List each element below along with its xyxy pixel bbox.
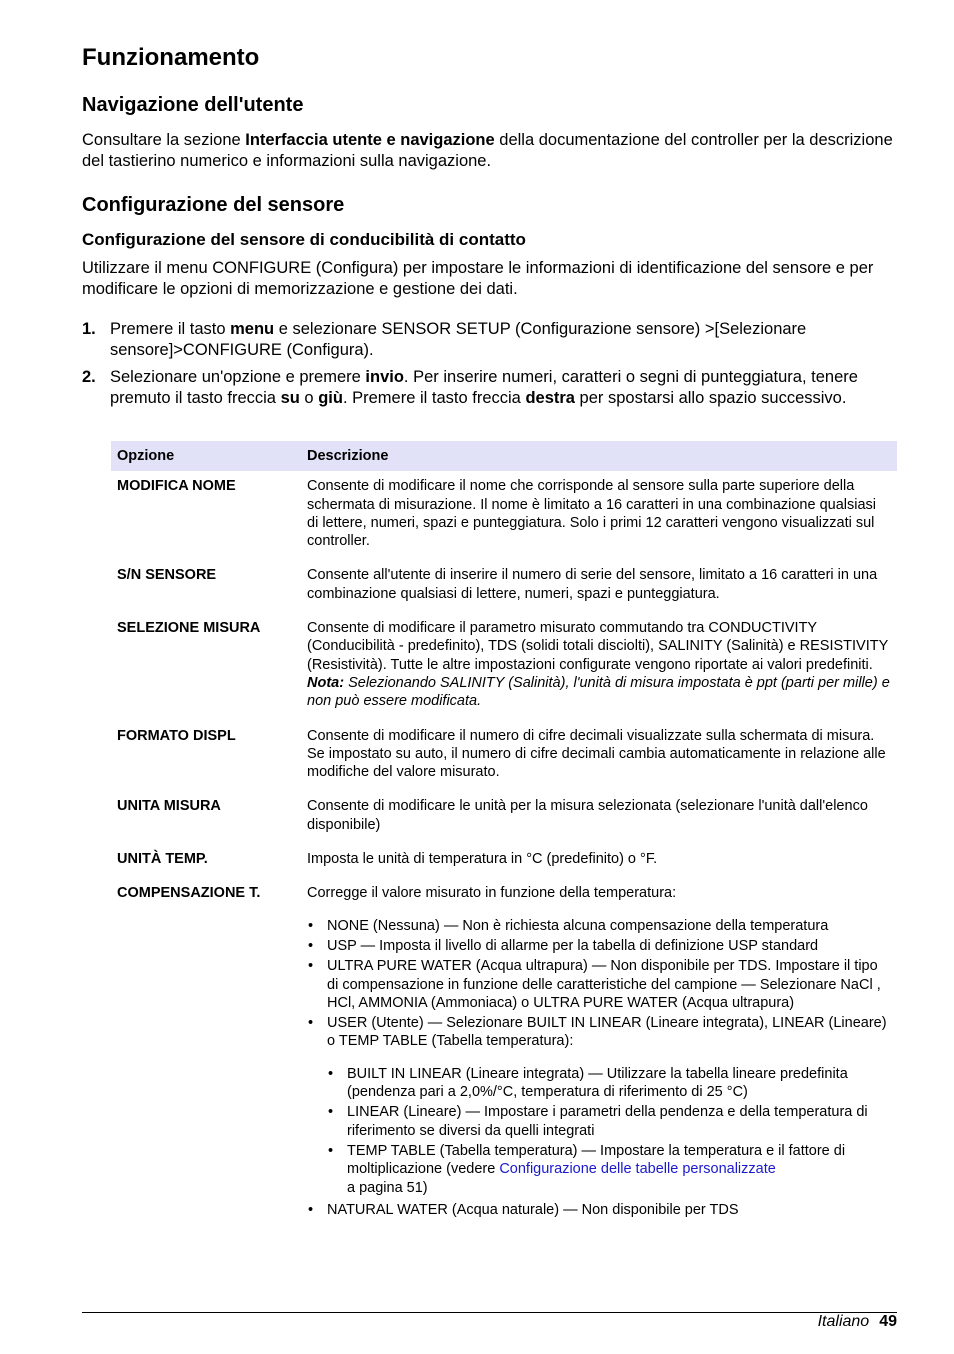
option-name: FORMATO DISPL	[117, 727, 236, 744]
step-number: 2.	[82, 368, 96, 386]
table-row	[111, 560, 897, 613]
option-description: Consente di modificare il numero di cifre decimali visualizzate sulla schermata di misura. Se impostato su auto, il numero di cifre decimali cambia automaticamente in relazione alle modifiche del valore misurato.	[307, 727, 886, 781]
table-row	[111, 844, 897, 878]
list-item: • ULTRA PURE WATER (Acqua ultrapura) — Non disponibile per TDS. Impostare il tipo di compensazione in funzione delle caratteristiche del campione — Selezionare NaCl , HCl, AMMONIA (Ammoniaca) o ULTRA PURE WATER (Acqua ultrapura)	[307, 957, 891, 1012]
options-table	[111, 441, 897, 1231]
option-description: Consente all'utente di inserire il numero di serie del sensore, limitato a 16 caratteri in una combinazione qualsiasi di lettere, numeri, spazi e punteggiatura.	[307, 567, 878, 602]
navigation-paragraph: Consultare la sezione Interfaccia utente e navigazione della documentazione del controller per la descrizione del tastierino numerico e informazioni sulla navigazione.	[82, 131, 893, 170]
option-name: MODIFICA NOME	[117, 478, 236, 495]
table-row	[111, 471, 897, 560]
list-item: • NATURAL WATER (Acqua naturale) — Non disponibile per TDS	[307, 1201, 891, 1219]
page-title: Funzionamento	[82, 44, 260, 71]
header-option: Opzione	[111, 441, 301, 471]
section-heading-sensor-config: Configurazione del sensore	[82, 194, 345, 216]
option-name: S/N SENSORE	[117, 567, 217, 584]
note: Nota: Selezionando SALINITY (Salinità), l'unità di misura impostata è ppt (parti per mille) e non può essere modificata.	[307, 674, 890, 710]
step-2: 2. Selezionare un'opzione e premere invio. Per inserire numeri, caratteri o segni di punteggiatura, tenere premuto il tasto freccia su o giù. Premere il tasto freccia destra per spostarsi allo spazio successivo.	[82, 368, 858, 407]
custom-tables-link[interactable]: Configurazione delle tabelle personalizzate	[499, 1161, 776, 1178]
step-number: 1.	[82, 320, 96, 338]
list-item: • USER (Utente) — Selezionare BUILT IN LINEAR (Lineare integrata), LINEAR (Lineare) o TEMP TABLE (Tabella temperatura): • BUILT IN LINEAR (Lineare integrata) — Utilizzare la tabella lineare predefinita (pendenza pari a 2,0%/°C, temperatura di riferimento di 25 °C) • LINEAR (Lineare) — Impostare i parametri della pendenza e della temperatura di riferimento se diversi da quelli integrati • TEMP TABLE (Tabella temperatura) — Impostare la temperatura e il fattore di moltiplicazione (vedere Configurazione delle tabelle personalizzate a pagina 51)	[307, 1014, 891, 1197]
table-row	[111, 721, 897, 792]
option-description: Consente di modificare il parametro misurato commutando tra CONDUCTIVITY (Conducibilità - predefinito), TDS (solidi totali disciolti), SALINITY (Salinità) e RESISTIVITY (Resistività). Tutte le altre impostazioni configurate vengono riportate ai valori predefiniti. Nota: Selezionando SALINITY (Salinità), l'unità di misura impostata è ppt (parti per mille) e non può essere modificata.	[307, 620, 890, 710]
list-item: • NONE (Nessuna) — Non è richiesta alcuna compensazione della temperatura	[307, 917, 891, 935]
list-item: • USP — Imposta il livello di allarme per la tabella di definizione USP standard	[307, 937, 891, 955]
option-name: COMPENSAZIONE T.	[117, 885, 261, 902]
option-description: Corregge il valore misurato in funzione della temperatura: • NONE (Nessuna) — Non è richiesta alcuna compensazione della temperatura • USP — Imposta il livello di allarme per la tabella di definizione USP standard • ULTRA PURE WATER (Acqua ultrapura) — Non disponibile per TDS. Impostare il tipo di compensazione in funzione delle caratteristiche del campione — Selezionare NaCl , HCl, AMMONIA (Ammoniaca) o ULTRA PURE WATER (Acqua ultrapura) • USER (Utente) — Selezionare BUILT IN LINEAR (Lineare integrata), LINEAR (Lineare) o TEMP TABLE (Tabella temperatura): • BUILT IN LINEAR (Lineare integrata) — Utilizzare la tabella lineare predefinita (pendenza pari a 2,0%/°C, temperatura di riferimento di 25 °C) • LINEAR (Lineare) — Impostare i parametri della pendenza e della temperatura di riferimento se diversi da quelli integrati • TEMP TABLE (Tabella temperatura) — Impostare la temperatura e il fattore di moltiplicazione (vedere Configurazione delle tabelle personalizzate a pagina 51) • NATURAL WATER (Acqua naturale) — Non disponibile per TDS	[301, 878, 897, 1231]
table-row	[111, 613, 897, 720]
option-name: UNITÀ TEMP.	[117, 851, 208, 868]
option-name: UNITA MISURA	[117, 798, 221, 815]
footer-divider	[82, 1312, 897, 1313]
page-number: 49	[879, 1313, 897, 1330]
subsection-heading: Configurazione del sensore di conducibilità di contatto	[82, 230, 526, 249]
header-description: Descrizione	[301, 441, 897, 471]
section-heading-navigation: Navigazione dell'utente	[82, 94, 304, 116]
intro-paragraph: Utilizzare il menu CONFIGURE (Configura) per impostare le informazioni di identificazione del sensore e per modificare le opzioni di memorizzazione e gestione dei dati.	[82, 259, 874, 298]
table-row	[111, 878, 897, 1231]
table-row	[111, 791, 897, 844]
list-item: • BUILT IN LINEAR (Lineare integrata) — Utilizzare la tabella lineare predefinita (pendenza pari a 2,0%/°C, temperatura di riferimento di 25 °C)	[327, 1065, 891, 1102]
option-name: SELEZIONE MISURA	[117, 620, 261, 637]
list-item: • LINEAR (Lineare) — Impostare i parametri della pendenza e della temperatura di riferimento se diversi da quelli integrati	[327, 1103, 891, 1140]
page-footer	[818, 1313, 897, 1331]
user-sublist	[327, 1065, 891, 1197]
option-description: Imposta le unità di temperatura in °C (predefinito) o °F.	[307, 851, 658, 868]
compensation-list	[307, 917, 891, 1219]
step-1: 1. Premere il tasto menu e selezionare SENSOR SETUP (Configurazione sensore) >[Selezionare sensore]>CONFIGURE (Configura).	[82, 320, 807, 359]
option-description: Consente di modificare il nome che corrisponde al sensore sulla parte superiore della schermata di misurazione. Il nome è limitato a 16 caratteri in una combinazione qualsiasi di lettere, numeri, spazi e punteggiatura. Solo i primi 12 caratteri vengono visualizzati sul controller.	[307, 478, 877, 550]
footer-language: Italiano	[817, 1313, 870, 1330]
table-header-row	[111, 441, 897, 471]
list-item: • TEMP TABLE (Tabella temperatura) — Impostare la temperatura e il fattore di moltiplicazione (vedere Configurazione delle tabelle personalizzate a pagina 51)	[327, 1142, 891, 1197]
interface-reference: Interfaccia utente e navigazione	[245, 131, 495, 149]
option-description: Consente di modificare le unità per la misura selezionata (selezionare l'unità dall'elenco disponibile)	[307, 798, 868, 833]
